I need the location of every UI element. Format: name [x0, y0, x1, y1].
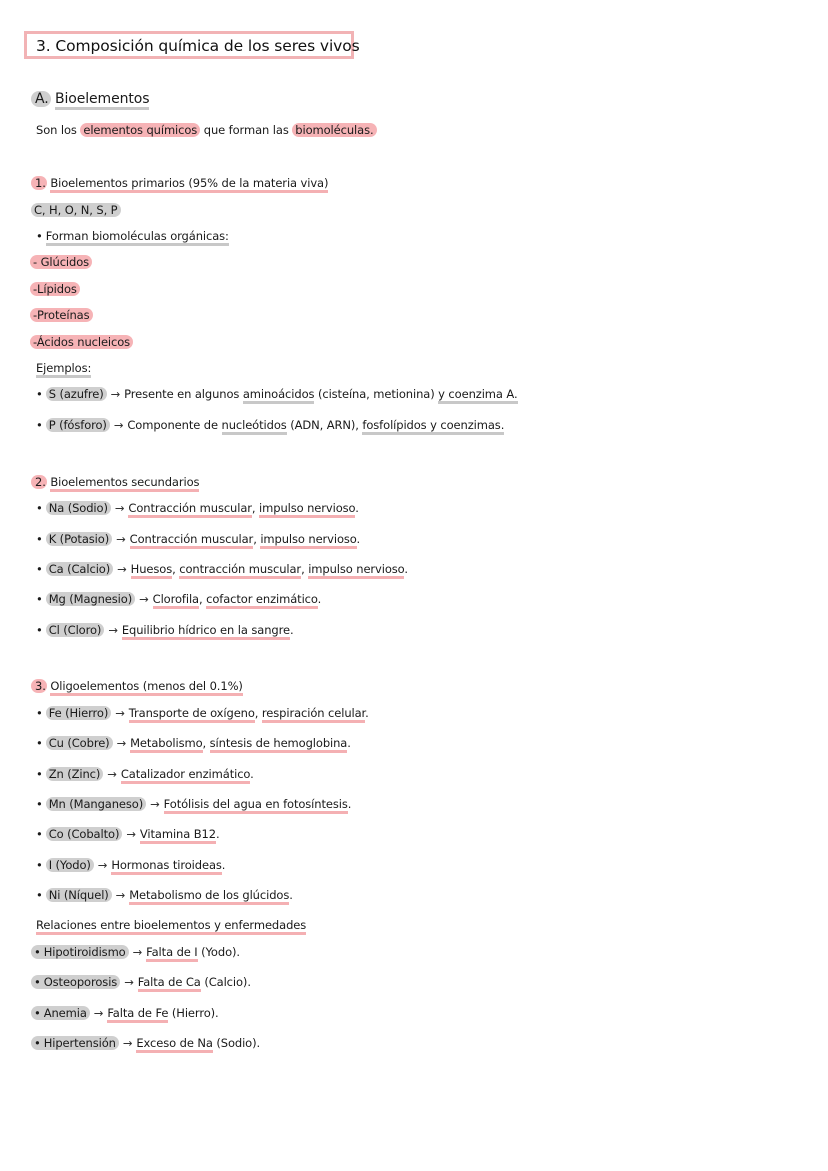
example-row: • P (fósforo) → Componente de nucleótidos (ADN, ARN), fosfolípidos y coenzimas.: [36, 418, 504, 432]
arrow-icon: →: [116, 532, 126, 546]
trace-heading: 3. Oligoelementos (menos del 0.1%): [31, 679, 243, 693]
disease-row: • Anemia → Falta de Fe (Hierro).: [31, 1006, 219, 1020]
function-text: impulso nervioso: [260, 532, 356, 549]
bullet-icon: •: [36, 827, 43, 841]
primary-bullet: • Forman biomoléculas orgánicas:: [36, 229, 229, 243]
element-row: • Co (Cobalto) → Vitamina B12.: [36, 827, 220, 841]
element-label: K (Potasio): [46, 532, 112, 546]
arrow-icon: →: [150, 797, 160, 811]
function-text: cofactor enzimático: [206, 592, 318, 609]
bullet-icon: •: [36, 858, 43, 872]
highlight-term: elementos químicos: [80, 123, 200, 137]
bullet-icon: •: [34, 1006, 41, 1020]
bullet-icon: •: [34, 975, 41, 989]
disease-label: • Osteoporosis: [31, 975, 120, 989]
diseases-heading: Relaciones entre bioelementos y enfermedades: [36, 918, 306, 932]
function-text: respiración celular: [262, 706, 365, 723]
element-label: Na (Sodio): [46, 501, 111, 515]
function-text: Clorofila: [153, 592, 199, 609]
primary-elements: C, H, O, N, S, P: [31, 203, 121, 217]
element-row: • Zn (Zinc) → Catalizador enzimático.: [36, 767, 254, 781]
biomolecule-item: - Glúcidos: [30, 255, 92, 269]
bullet-icon: •: [36, 387, 43, 401]
element-row: • K (Potasio) → Contracción muscular, impulso nervioso.: [36, 532, 360, 546]
biomolecule-item: -Ácidos nucleicos: [30, 335, 133, 349]
element-label: P (fósforo): [46, 418, 110, 432]
bullet-icon: •: [34, 945, 41, 959]
arrow-icon: →: [108, 623, 118, 637]
arrow-icon: →: [114, 501, 125, 515]
element-label: Co (Cobalto): [46, 827, 123, 841]
function-text: síntesis de hemoglobina: [210, 736, 348, 753]
disease-row: • Hipotiroidismo → Falta de I (Yodo).: [31, 945, 240, 959]
element-label: Cl (Cloro): [46, 623, 105, 637]
arrow-icon: →: [115, 888, 126, 902]
function-text: Metabolismo de los glúcidos: [129, 888, 289, 905]
function-text: Vitamina B12: [140, 827, 216, 844]
element-row: • Ca (Calcio) → Huesos, contracción muscular, impulso nervioso.: [36, 562, 408, 576]
example-row: • S (azufre) → Presente en algunos aminoácidos (cisteína, metionina) y coenzima A.: [36, 387, 518, 401]
bullet-icon: •: [36, 562, 43, 576]
biomolecule-item: -Proteínas: [30, 308, 93, 322]
bullet-icon: •: [36, 229, 43, 243]
element-label: Fe (Hierro): [46, 706, 112, 720]
section-title: Bioelementos: [55, 91, 149, 110]
examples-label: Ejemplos:: [36, 361, 91, 375]
biomolecule-item: -Lípidos: [30, 282, 80, 296]
element-row: • Mg (Magnesio) → Clorofila, cofactor enzimático.: [36, 592, 321, 606]
bullet-icon: •: [34, 1036, 41, 1050]
secondary-heading: 2. Bioelementos secundarios: [31, 475, 199, 489]
bullet-icon: •: [36, 418, 43, 432]
page-title: 3. Composición química de los seres vivos: [36, 37, 360, 55]
arrow-icon: →: [107, 767, 117, 781]
arrow-icon: →: [113, 418, 124, 432]
section-letter: A.: [31, 91, 51, 107]
element-row: • Mn (Manganeso) → Fotólisis del agua en fotosíntesis.: [36, 797, 351, 811]
arrow-icon: →: [115, 706, 125, 720]
arrow-icon: →: [132, 945, 143, 959]
bullet-icon: •: [36, 501, 43, 515]
disease-row: • Osteoporosis → Falta de Ca (Calcio).: [31, 975, 251, 989]
bullet-icon: •: [36, 592, 43, 606]
section-a-heading: [31, 91, 149, 107]
element-label: Cu (Cobre): [46, 736, 113, 750]
cause-text: Falta de Ca: [138, 975, 201, 992]
function-text: Metabolismo: [130, 736, 202, 753]
function-text: impulso nervioso: [259, 501, 355, 518]
element-label: I (Yodo): [46, 858, 94, 872]
bullet-icon: •: [36, 797, 43, 811]
arrow-icon: →: [93, 1006, 104, 1020]
section-number: 3.: [31, 679, 47, 693]
element-label: S (azufre): [46, 387, 107, 401]
element-row: • Na (Sodio) → Contracción muscular, impulso nervioso.: [36, 501, 359, 515]
primary-heading: 1. Bioelementos primarios (95% de la materia viva): [31, 176, 328, 190]
function-text: Catalizador enzimático: [121, 767, 250, 784]
function-text: Hormonas tiroideas: [111, 858, 221, 875]
element-label: Ni (Níquel): [46, 888, 112, 902]
disease-row: • Hipertensión → Exceso de Na (Sodio).: [31, 1036, 260, 1050]
disease-label: • Anemia: [31, 1006, 90, 1020]
element-label: Zn (Zinc): [46, 767, 104, 781]
bullet-icon: •: [36, 532, 43, 546]
function-text: Transporte de oxígeno: [129, 706, 255, 723]
disease-label: • Hipotiroidismo: [31, 945, 129, 959]
bullet-icon: •: [36, 623, 43, 637]
bullet-icon: •: [36, 888, 43, 902]
section-number: 2.: [31, 475, 47, 489]
function-text: Contracción muscular: [128, 501, 252, 518]
arrow-icon: →: [110, 387, 121, 401]
bullet-icon: •: [36, 706, 43, 720]
intro-line: Son los elementos químicos que forman las biomoléculas.: [36, 123, 377, 137]
element-label: Mg (Magnesio): [46, 592, 135, 606]
element-row: • Fe (Hierro) → Transporte de oxígeno, respiración celular.: [36, 706, 369, 720]
function-text: Huesos: [131, 562, 172, 579]
arrow-icon: →: [139, 592, 149, 606]
element-row: • Cl (Cloro) → Equilibrio hídrico en la sangre.: [36, 623, 294, 637]
bullet-icon: •: [36, 736, 43, 750]
cause-text: Exceso de Na: [136, 1036, 212, 1053]
arrow-icon: →: [126, 827, 136, 841]
highlight-term: biomoléculas.: [292, 123, 376, 137]
function-text: contracción muscular: [179, 562, 301, 579]
arrow-icon: →: [117, 562, 127, 576]
element-row: • Ni (Níquel) → Metabolismo de los glúcidos.: [36, 888, 293, 902]
bullet-icon: •: [36, 767, 43, 781]
cause-text: Falta de I: [146, 945, 197, 962]
function-text: Fotólisis del agua en fotosíntesis: [164, 797, 348, 814]
arrow-icon: →: [122, 1036, 133, 1050]
element-label: Mn (Manganeso): [46, 797, 146, 811]
disease-label: • Hipertensión: [31, 1036, 119, 1050]
arrow-icon: →: [116, 736, 127, 750]
element-row: • Cu (Cobre) → Metabolismo, síntesis de hemoglobina.: [36, 736, 351, 750]
cause-text: Falta de Fe: [107, 1006, 168, 1023]
section-number: 1.: [31, 176, 47, 190]
function-text: impulso nervioso: [308, 562, 404, 579]
arrow-icon: →: [97, 858, 108, 872]
element-row: • I (Yodo) → Hormonas tiroideas.: [36, 858, 225, 872]
function-text: Contracción muscular: [130, 532, 254, 549]
element-label: Ca (Calcio): [46, 562, 113, 576]
function-text: Equilibrio hídrico en la sangre: [122, 623, 290, 640]
arrow-icon: →: [124, 975, 134, 989]
